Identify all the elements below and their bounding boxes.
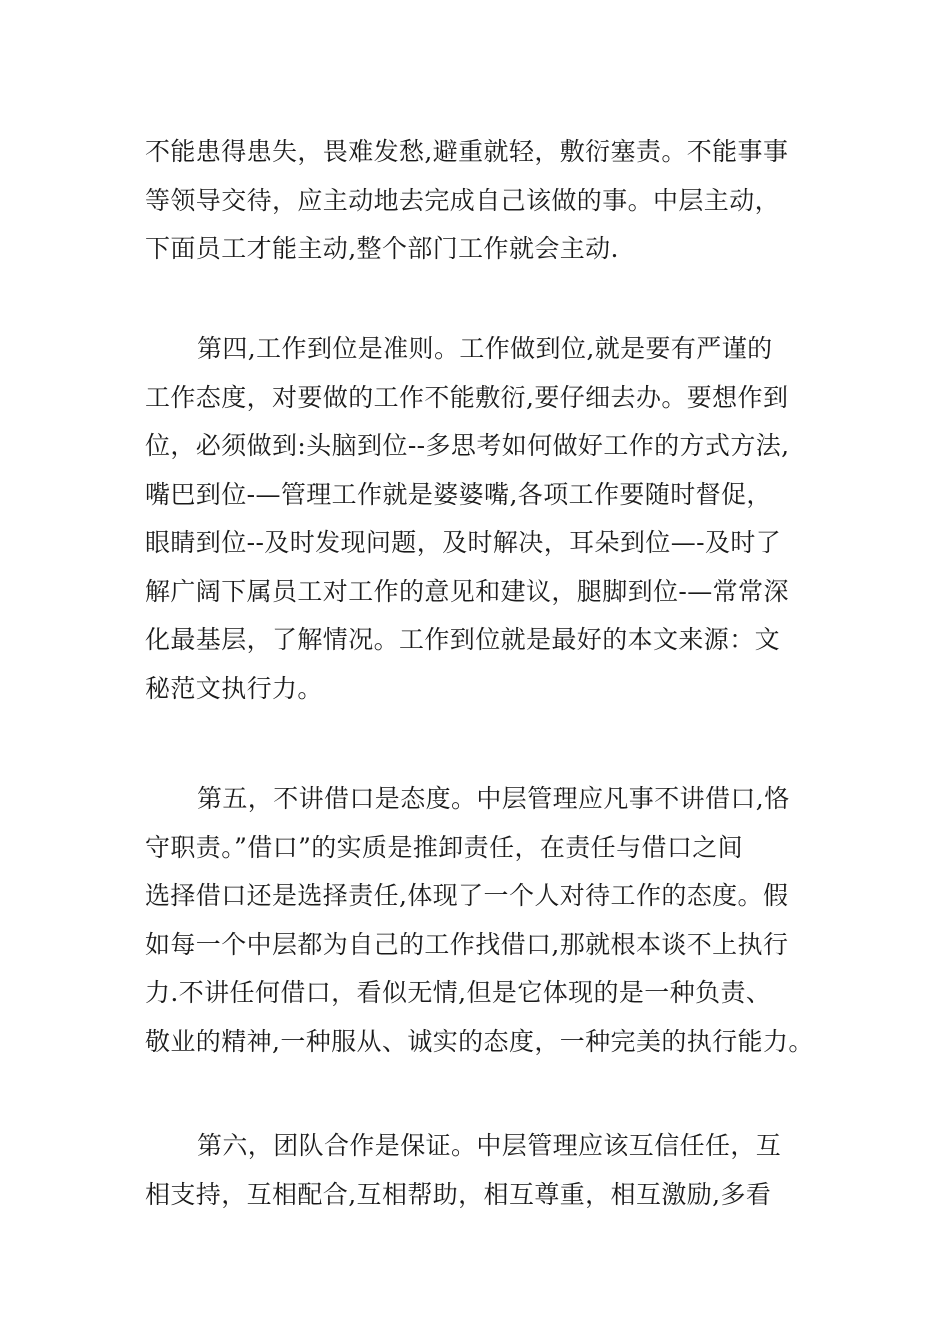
paragraph-line: 等领导交待，应主动地去完成自己该做的事。中层主动， — [145, 185, 781, 215]
paragraph-line: 敬业的精神,一种服从、诚实的态度，一种完美的执行能力。 — [145, 1026, 814, 1056]
paragraph-line: 嘴巴到位-—管理工作就是婆婆嘴,各项工作要随时督促， — [145, 479, 772, 509]
paragraph-line: 化最基层，了解情况。工作到位就是最好的本文来源：文 — [145, 625, 781, 654]
paragraph-line: 第四,工作到位是准则。工作做到位,就是要有严谨的 — [197, 334, 773, 363]
paragraph-line: 解广阔下属员工对工作的意见和建议，腿脚到位-—常常深 — [145, 576, 789, 606]
paragraph-1 — [145, 128, 825, 274]
paragraph-line: 第六，团队合作是保证。中层管理应该互信任任，互 — [197, 1131, 782, 1160]
paragraph-line: 如每一个中层都为自己的工作找借口,那就根本谈不上执行 — [145, 929, 789, 959]
paragraph-line: 秘范文执行力。 — [145, 673, 323, 703]
paragraph-line: 守职责。”借口”的实质是推卸责任，在责任与借口之间 — [145, 832, 744, 862]
paragraph-line: 眼睛到位--及时发现问题，及时解决，耳朵到位—-及时了 — [145, 528, 782, 557]
paragraph-2 — [145, 325, 825, 713]
paragraph-line: 位，必须做到:头脑到位--多思考如何做好工作的方式方法, — [145, 431, 790, 460]
paragraph-line: 选择借口还是选择责任,体现了一个人对待工作的态度。假 — [145, 881, 789, 910]
paragraph-line: 不能患得患失，畏难发愁,避重就轻，敷衍塞责。不能事事 — [145, 137, 789, 166]
paragraph-line: 工作态度，对要做的工作不能敷衍,要仔细去办。要想作到 — [145, 382, 789, 412]
paragraph-line: 第五，不讲借口是态度。中层管理应凡事不讲借口,恪 — [197, 784, 790, 813]
paragraph-line: 相支持，互相配合,互相帮助，相互尊重，相互激励,多看 — [145, 1179, 772, 1209]
paragraph-3 — [145, 775, 825, 1066]
paragraph-4 — [145, 1122, 825, 1219]
paragraph-line: 下面员工才能主动,整个部门工作就会主动. — [145, 234, 619, 263]
paragraph-line: 力.不讲任何借口，看似无情,但是它体现的是一种负责、 — [145, 978, 772, 1007]
